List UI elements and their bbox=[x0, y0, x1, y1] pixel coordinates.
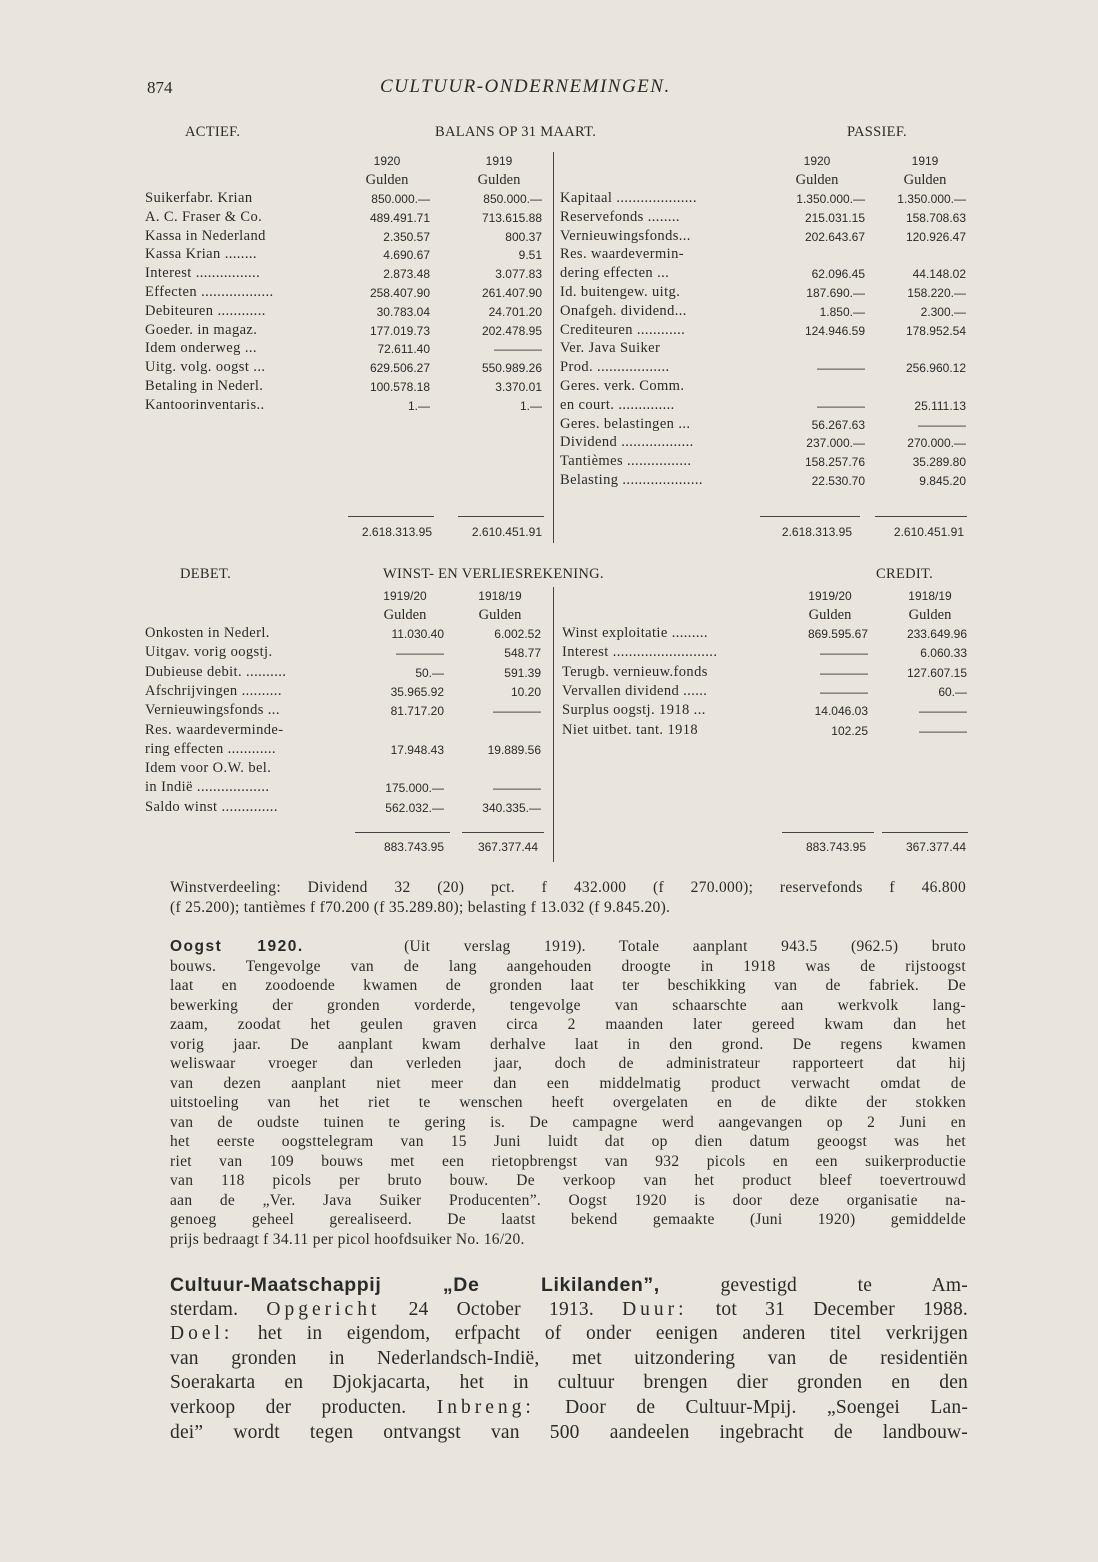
row-label: Belasting .................... bbox=[560, 472, 703, 488]
row-value: 14.046.03 bbox=[814, 704, 868, 719]
row-value: ———— bbox=[493, 781, 541, 796]
paragraph-line: uitstoeling van het riet te wenschen heeft overgelaten en de dikte der stokken bbox=[170, 1094, 966, 1111]
row-label: Onkosten in Nederl. bbox=[145, 625, 270, 641]
row-label: Interest ................ bbox=[145, 265, 261, 282]
row-value: 489.491.71 bbox=[369, 210, 430, 225]
paragraph-line: vorig jaar. De aanplant kwam derhalve laat in den grond. De regens kwamen bbox=[170, 1035, 966, 1053]
row-label: dering effecten ... bbox=[560, 265, 670, 282]
balance-total-right-1920: 2.618.313.95 bbox=[781, 525, 852, 539]
row-label: Niet uitbet. tant. 1918 bbox=[562, 721, 699, 738]
row-label: Idem voor O.W. bel. bbox=[145, 760, 272, 777]
row-value: 178.952.54 bbox=[905, 323, 966, 338]
row-value: 1.— bbox=[407, 398, 430, 413]
row-value: 1.350.000.— bbox=[796, 192, 865, 206]
running-title: CULTUUR-ONDERNEMINGEN. bbox=[380, 76, 671, 97]
row-value: 869.595.67 bbox=[807, 627, 868, 641]
row-value: 629.506.27 bbox=[369, 361, 430, 376]
row-label: Effecten .................. bbox=[145, 284, 274, 300]
row-value: 120.926.47 bbox=[905, 229, 966, 244]
row-value: 35.965.92 bbox=[390, 684, 444, 699]
row-value: 2.873.48 bbox=[383, 267, 430, 282]
row-label: Kantoorinventaris.. bbox=[145, 396, 265, 413]
row-value: 1.— bbox=[519, 398, 542, 413]
pl-total-right-1: 883.743.95 bbox=[805, 840, 866, 854]
row-label: in Indië .................. bbox=[145, 779, 270, 796]
row-label: Suikerfabr. Krian bbox=[145, 190, 253, 206]
total-rule bbox=[875, 516, 967, 517]
pl-col-2-right: 1918/19 Gulden bbox=[908, 589, 952, 623]
row-value: 6.002.52 bbox=[494, 627, 541, 641]
row-value: 10.20 bbox=[510, 684, 541, 699]
row-label: Saldo winst .............. bbox=[145, 798, 278, 815]
row-value: 270.000.— bbox=[907, 436, 966, 451]
total-rule bbox=[760, 516, 860, 517]
row-value: ———— bbox=[493, 704, 541, 719]
row-value: 175.000.— bbox=[385, 781, 444, 796]
row-value: 800.37 bbox=[505, 229, 542, 244]
row-value: 81.717.20 bbox=[390, 704, 444, 719]
row-value: 11.030.40 bbox=[391, 627, 444, 641]
row-value: 177.019.73 bbox=[369, 323, 430, 338]
row-label: Kassa in Nederland bbox=[145, 227, 266, 244]
row-value: 30.783.04 bbox=[376, 304, 430, 319]
row-value: 850.000.— bbox=[371, 192, 430, 206]
total-rule bbox=[882, 832, 968, 833]
row-label: Tantièmes ................ bbox=[560, 453, 692, 470]
row-value: 1.850.— bbox=[819, 304, 865, 319]
row-value: 158.220.— bbox=[907, 286, 966, 300]
pl-total-left-2: 367.377.44 bbox=[477, 840, 538, 854]
row-value: 2.350.57 bbox=[383, 229, 430, 244]
row-value: 591.39 bbox=[504, 665, 541, 680]
row-value: 261.407.90 bbox=[481, 286, 542, 300]
row-value: 22.530.70 bbox=[811, 474, 865, 488]
row-value: 56.267.63 bbox=[811, 417, 865, 432]
row-value: 158.257.76 bbox=[804, 455, 865, 470]
row-value: 24.701.20 bbox=[488, 304, 542, 319]
paragraph-line: het eerste oogsttelegram van 15 Juni luidt dat op dien datum geoogst was het bbox=[170, 1133, 966, 1150]
paragraph-line: riet van 109 bouws met een rietopbrengst van 932 picols en een suikerproductie bbox=[170, 1152, 966, 1170]
row-label: Reservefonds ........ bbox=[560, 208, 680, 225]
row-label: Prod. .................. bbox=[560, 359, 670, 376]
row-label: Kapitaal .................... bbox=[560, 190, 697, 206]
row-value: 25.111.13 bbox=[914, 398, 966, 413]
row-value: 548.77 bbox=[504, 646, 541, 661]
row-value: 127.607.15 bbox=[906, 665, 967, 680]
row-label: Ver. Java Suiker bbox=[560, 340, 661, 357]
row-value: ———— bbox=[820, 665, 868, 680]
balance-total-left-1920: 2.618.313.95 bbox=[361, 525, 432, 539]
row-value: 340.335.— bbox=[482, 800, 541, 815]
row-label: Geres. belastingen ... bbox=[560, 415, 691, 432]
pl-left-title: DEBET. bbox=[180, 566, 232, 582]
row-value: 17.948.43 bbox=[390, 742, 444, 757]
paragraph-line: zaam, zoodat het geulen graven circa 2 maanden later gereed kwam dan het bbox=[170, 1016, 966, 1033]
company-name: Cultuur-Maatschappij „De Likilanden”, bbox=[170, 1274, 660, 1296]
total-rule bbox=[462, 832, 544, 833]
company-entry: Cultuur-Maatschappij „De Likilanden”, gevestigd te Am- sterdam. Opgericht 24 October 1913. Duur: tot 31 December 1988. Doel: het in eigendom, erfpacht of onder eenigen anderen titel verkrijgen van gronden in Nederlandsch-Indië, met uitzondering van de residentiën Soerakarta en Djokjacarta, het in cultuur brengen dier gronden en den verkoop der producten. Inbreng: Door de Cultuur-Mpij. „Soengei Lan- dei” wordt tegen ontvangst van 500 aandeelen ingebracht de landbouw- bbox=[170, 1274, 969, 1443]
pl-col-2-left: 1918/19 Gulden bbox=[478, 589, 522, 623]
row-label: Debiteuren ............ bbox=[145, 302, 266, 319]
row-label: Vervallen dividend ...... bbox=[562, 682, 708, 699]
row-value: 850.000.— bbox=[483, 192, 542, 206]
row-value: 2.300.— bbox=[920, 304, 966, 319]
row-label: Dubieuse debit. .......... bbox=[145, 663, 287, 680]
row-value: 3.077.83 bbox=[495, 267, 542, 282]
row-value: 550.989.26 bbox=[481, 361, 542, 376]
row-value: 215.031.15 bbox=[804, 210, 865, 225]
row-label: Res. waardeverminde- bbox=[145, 721, 284, 738]
paragraph-line: bewerking der gronden vorderde, tengevolge van schaarschte aan werkvolk lang- bbox=[170, 996, 966, 1014]
row-label: Idem onderweg ... bbox=[145, 340, 257, 357]
row-value: 50.— bbox=[415, 665, 444, 680]
pl-col-1-left: 1919/20 Gulden bbox=[383, 589, 427, 623]
balance-col-1920-left: 1920 Gulden bbox=[365, 154, 409, 188]
pl-total-left-1: 883.743.95 bbox=[383, 840, 444, 854]
row-value: 3.370.01 bbox=[495, 380, 542, 394]
row-label: Res. waardevermin- bbox=[560, 246, 684, 263]
paragraph-line: van de oudste tuinen te gering is. De campagne werd aangevangen op 2 Juni en bbox=[170, 1113, 966, 1131]
balance-col-1920-right: 1920 Gulden bbox=[795, 154, 839, 188]
row-value: ———— bbox=[820, 684, 868, 699]
pl-total-right-2: 367.377.44 bbox=[905, 840, 966, 854]
row-value: 44.148.02 bbox=[912, 267, 966, 282]
paragraph-line: van 118 picols per bruto bouw. De verkoop van het product bleef toevertrouwd bbox=[170, 1172, 966, 1189]
row-label: Betaling in Nederl. bbox=[145, 378, 264, 394]
pl-right-title: CREDIT. bbox=[876, 566, 934, 582]
row-label: Uitgav. vorig oogstj. bbox=[145, 644, 273, 661]
row-value: 256.960.12 bbox=[905, 361, 966, 376]
balance-total-right-1919: 2.610.451.91 bbox=[893, 525, 964, 539]
balance-col-1919-left: 1919 Gulden bbox=[477, 154, 521, 188]
balance-total-left-1919: 2.610.451.91 bbox=[471, 525, 542, 539]
row-value: ———— bbox=[494, 342, 542, 357]
balance-title: BALANS OP 31 MAART. bbox=[435, 124, 597, 140]
row-label: Id. buitengew. uitg. bbox=[560, 284, 681, 300]
row-value: ———— bbox=[817, 361, 865, 376]
row-value: 9.51 bbox=[518, 248, 542, 263]
row-value: 124.946.59 bbox=[804, 323, 865, 338]
row-label: Vernieuwingsfonds ... bbox=[145, 702, 280, 719]
row-label: Kassa Krian ........ bbox=[145, 246, 257, 263]
row-value: 60.— bbox=[938, 684, 967, 699]
row-value: 158.708.63 bbox=[905, 210, 966, 225]
balance-right-title: PASSIEF. bbox=[847, 124, 907, 140]
pl-divider bbox=[553, 587, 554, 862]
row-label: Interest .......................... bbox=[562, 644, 718, 661]
row-label: Winst exploitatie ......... bbox=[562, 625, 708, 641]
row-value: ———— bbox=[919, 723, 967, 738]
row-label: ring effecten ............ bbox=[145, 740, 276, 757]
row-value: 100.578.18 bbox=[369, 380, 430, 394]
row-label: Dividend .................. bbox=[560, 434, 694, 451]
row-value: 258.407.90 bbox=[369, 286, 430, 300]
paragraph-line: van dezen aanplant niet meer dan een middelmatig product verwacht omdat de bbox=[170, 1074, 966, 1092]
balance-divider bbox=[553, 152, 554, 543]
profit-distribution: Winstverdeeling: Dividend 32 (20) pct. f 432.000 (f 270.000); reservefonds f 46.800 (f 25.200); tantièmes f f70.200 (f 35.289.80); belasting f 13.032 (f 9.845.20). bbox=[170, 879, 966, 916]
row-value: ———— bbox=[919, 704, 967, 719]
total-rule bbox=[782, 832, 874, 833]
paragraph-line: laat en zoodoende kwamen de gronden laat ter beschikking van de fabriek. De bbox=[170, 977, 966, 994]
paragraph-line: bouws. Tengevolge van de lang aangehouden droogte in 1918 was de rijstoogst bbox=[170, 957, 966, 975]
row-label: Afschrijvingen .......... bbox=[145, 682, 282, 699]
row-value: 187.690.— bbox=[806, 286, 865, 300]
row-value: 202.478.95 bbox=[481, 323, 542, 338]
row-label: Surplus oogstj. 1918 ... bbox=[562, 702, 706, 719]
row-value: ———— bbox=[918, 417, 966, 432]
row-value: 102.25 bbox=[831, 723, 868, 738]
row-label: Vernieuwingsfonds... bbox=[560, 227, 691, 244]
row-value: 19.889.56 bbox=[487, 742, 541, 757]
row-value: 72.611.40 bbox=[377, 342, 430, 357]
harvest-heading: Oogst 1920. bbox=[170, 938, 304, 955]
pl-title: WINST- EN VERLIESREKENING. bbox=[383, 566, 604, 582]
row-value: ———— bbox=[817, 398, 865, 413]
row-value: 237.000.— bbox=[806, 436, 865, 451]
row-value: 62.096.45 bbox=[811, 267, 865, 282]
pl-col-1-right: 1919/20 Gulden bbox=[808, 589, 852, 623]
paragraph-line: genoeg geheel gerealiseerd. De laatst bekend gemaakte (Juni 1920) gemiddelde bbox=[170, 1211, 966, 1228]
harvest-paragraph: Oogst 1920. (Uit verslag 1919). Totale aanplant 943.5 (962.5) bruto bouws. Tengevolge van de lang aangehouden droogte in 1918 was de rijstoogst laat en zoodoende kwamen de gronden laat ter beschikking van de fabriek. De bewerking der gronden vorderde, tengevolge van schaarschte aan werkvolk lang- zaam, zoodat het geulen graven circa 2 maanden later gereed kwam dan het vorig jaar. De aanplant kwam derhalve laat in den grond. De regens kwamen weliswaar vroeger dan verleden jaar, doch de administrateur rapporteert dat hij van dezen aanplant niet meer dan een middelmatig product verwacht omdat de uitstoeling van het riet te wenschen heeft overgelaten en de dikte der stokken van de oudste tuinen te gering is. De campagne werd aangevangen op 2 Juni en het eerste oogsttelegram van 15 Juni luidt dat op dien datum geoogst was het riet van 109 bouws met een rietopbrengst van 932 picols en een suikerproductie van 118 picols per bruto bouw. De verkoop van het product bleef toevertrouwd aan de „Ver. Java Suiker Producenten”. Oogst 1920 is door deze organisatie na- genoeg geheel gerealiseerd. De laatst bekend gemaakte (Juni 1920) gemiddelde prijs bedraagt f 34.11 per picol hoofdsuiker No. 16/20. bbox=[170, 938, 966, 1248]
paragraph-line: weliswaar vroeger dan verleden jaar, doch de administrateur rapporteert dat hij bbox=[170, 1055, 966, 1072]
balance-left-title: ACTIEF. bbox=[185, 124, 241, 140]
balance-col-1919-right: 1919 Gulden bbox=[903, 154, 947, 188]
row-label: Onafgeh. dividend... bbox=[560, 302, 687, 319]
row-value: 4.690.67 bbox=[383, 248, 430, 263]
row-label: A. C. Fraser & Co. bbox=[145, 208, 263, 225]
row-label: en court. .............. bbox=[560, 396, 675, 413]
row-value: 202.643.67 bbox=[804, 229, 865, 244]
total-rule bbox=[458, 516, 544, 517]
row-value: 35.289.80 bbox=[912, 455, 966, 470]
row-value: ———— bbox=[396, 646, 444, 661]
total-rule bbox=[348, 516, 434, 517]
paragraph-line: aan de „Ver. Java Suiker Producenten”. Oogst 1920 is door deze organisatie na- bbox=[170, 1191, 966, 1209]
row-label: Terugb. vernieuw.fonds bbox=[562, 663, 708, 680]
row-label: Geres. verk. Comm. bbox=[560, 378, 685, 394]
row-value: 9.845.20 bbox=[919, 474, 966, 488]
row-value: 1.350.000.— bbox=[897, 192, 966, 206]
row-value: 233.649.96 bbox=[906, 627, 967, 641]
total-rule bbox=[355, 832, 450, 833]
row-value: ———— bbox=[820, 646, 868, 661]
row-label: Uitg. volg. oogst ... bbox=[145, 359, 266, 376]
row-label: Crediteuren ............ bbox=[560, 321, 686, 338]
page-number: 874 bbox=[147, 78, 173, 97]
row-value: 562.032.— bbox=[385, 800, 444, 815]
row-value: 713.615.88 bbox=[481, 210, 542, 225]
row-label: Goeder. in magaz. bbox=[145, 321, 258, 338]
row-value: 6.060.33 bbox=[920, 646, 967, 661]
